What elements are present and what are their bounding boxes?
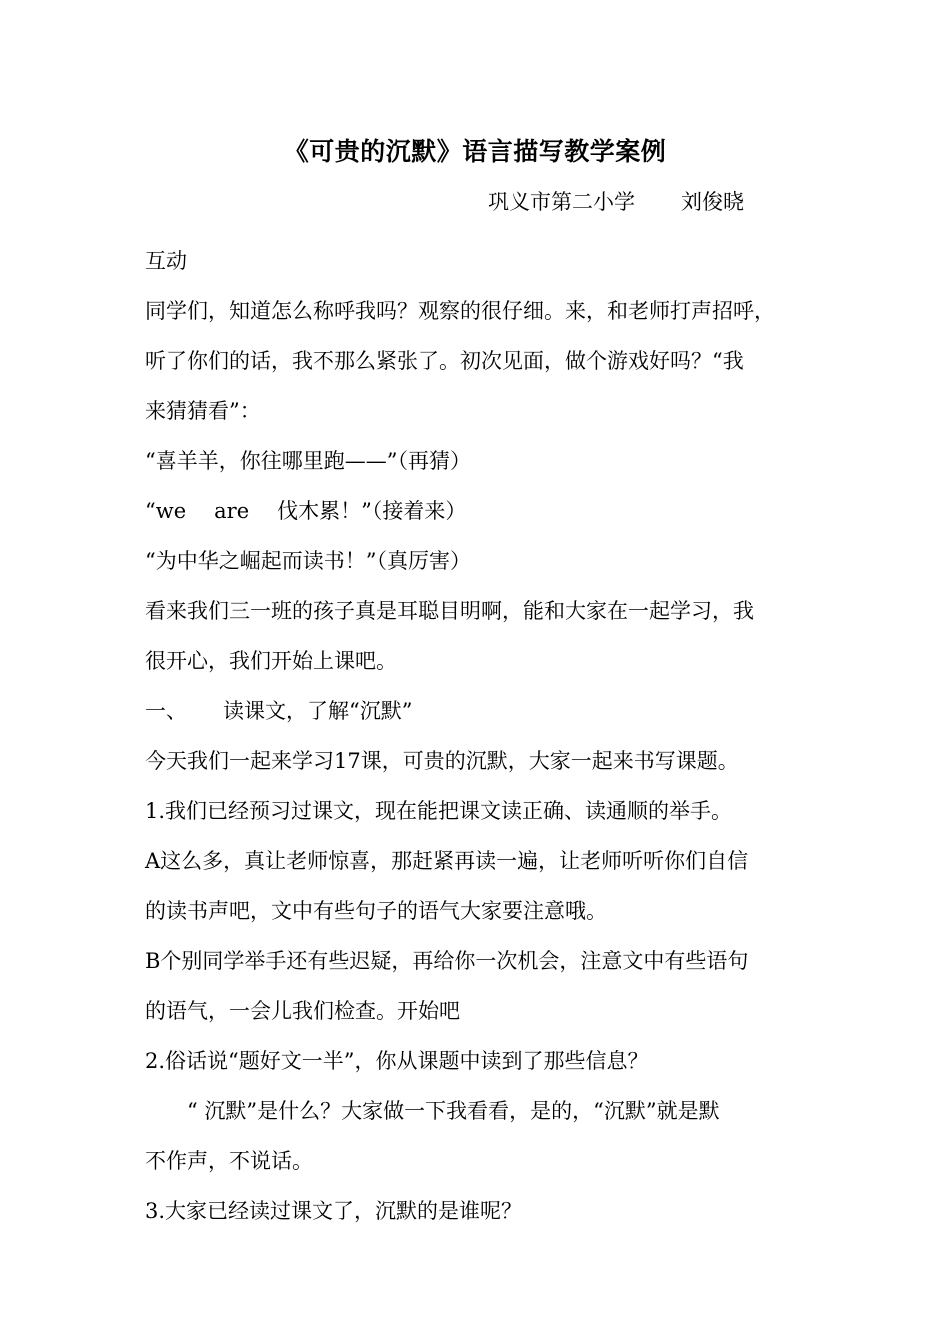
document-body (145, 236, 825, 1236)
paragraph-line: 的读书声吧，文中有些句子的语气大家要注意哦。 (145, 899, 607, 923)
school-name: 巩义市第二小学 (488, 190, 635, 214)
paragraph-line: 同学们，知道怎么称呼我吗？观察的很仔细。来，和老师打声招呼， (145, 299, 775, 323)
paragraph-line: “ 沉默”是什么？大家做一下我看看，是的，“沉默”就是默 (187, 1099, 720, 1123)
paragraph-line: A这么多，真让老师惊喜，那赶紧再读一遍，让老师听听你们自信 (145, 849, 749, 873)
paragraph-line: 今天我们一起来学习17课，可贵的沉默，大家一起来书写课题。 (145, 749, 739, 773)
paragraph-line: 的语气，一会儿我们检查。开始吧 (145, 999, 460, 1023)
game-line-part: 伐木累！”（接着来） (277, 499, 467, 523)
paragraph-line: 看来我们三一班的孩子真是耳聪目明啊，能和大家在一起学习，我 (145, 599, 754, 623)
paragraph-line: 不作声，不说话。 (145, 1149, 313, 1173)
paragraph-line: 听了你们的话，我不那么紧张了。初次见面，做个游戏好吗？“我 (145, 349, 744, 373)
paragraph-line: 互动 (145, 249, 187, 273)
section-number: 一、 (145, 699, 187, 723)
game-line-part: “we (145, 499, 187, 523)
paragraph-line: 3.大家已经读过课文了，沉默的是谁呢？ (145, 1199, 523, 1223)
byline (488, 186, 744, 216)
game-line-part: are (214, 499, 250, 523)
paragraph-line: “喜羊羊，你往哪里跑——”（再猜） (145, 449, 471, 473)
paragraph-line: 很开心，我们开始上课吧。 (145, 649, 397, 673)
document-title: 《可贵的沉默》语言描写教学案例 (283, 137, 667, 166)
game-line (145, 486, 825, 536)
section-heading-text: 读课文，了解“沉默” (223, 699, 413, 723)
paragraph-line: B个别同学举手还有些迟疑，再给你一次机会，注意文中有些语句 (145, 949, 749, 973)
paragraph-line: 1.我们已经预习过课文，现在能把课文读正确、读通顺的举手。 (145, 799, 733, 823)
author-name: 刘俊晓 (681, 190, 744, 214)
paragraph-line: “为中华之崛起而读书！”（真厉害） (145, 549, 471, 573)
paragraph-line: 来猜猜看”： (145, 399, 261, 423)
paragraph-line: 2.俗话说“题好文一半”，你从课题中读到了那些信息？ (145, 1049, 649, 1073)
section-heading (145, 686, 825, 736)
